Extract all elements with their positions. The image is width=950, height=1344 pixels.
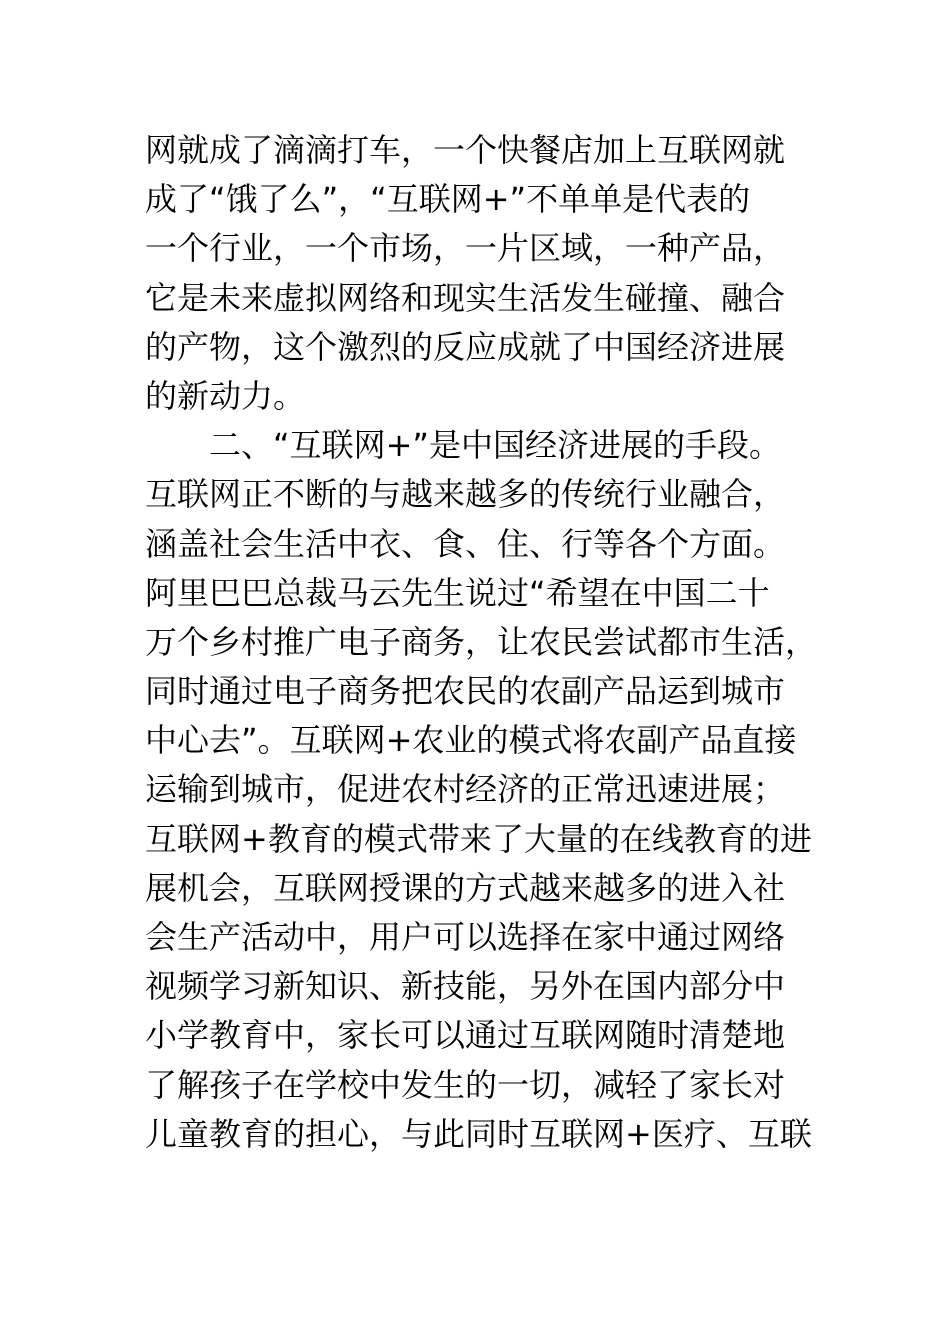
text-line-9: 涵盖社会生活中衣、食、住、行等各个方面。 <box>145 524 786 563</box>
text-line-21: 儿童教育的担心，与此同时互联网+医疗、互联 <box>145 1114 812 1153</box>
text-line-16: 展机会，互联网授课的方式越来越多的进入社 <box>145 868 786 907</box>
text-line-2: 成了“饿了么”，“互联网+”不单单是代表的 <box>145 180 751 219</box>
text-line-15: 互联网+教育的模式带来了大量的在线教育的进 <box>145 819 812 858</box>
text-line-18: 视频学习新知识、新技能，另外在国内部分中 <box>145 967 786 1006</box>
text-line-6: 的新动力。 <box>145 376 306 415</box>
text-line-4: 它是未来虚拟网络和现实生活发生碰撞、融合 <box>145 278 786 317</box>
text-line-11: 万个乡村推广电子商务，让农民尝试都市生活， <box>145 622 818 661</box>
text-line-17: 会生产活动中，用户可以选择在家中通过网络 <box>145 918 786 956</box>
text-line-1: 网就成了滴滴打车，一个快餐店加上互联网就 <box>145 131 786 169</box>
text-line-8: 互联网正不断的与越来越多的传统行业融合， <box>145 475 786 514</box>
text-line-5: 的产物，这个激烈的反应成就了中国经济进展 <box>145 327 786 366</box>
text-line-14: 运输到城市，促进农村经济的正常迅速进展； <box>145 770 786 809</box>
text-line-3: 一个行业，一个市场，一片区域，一种产品， <box>145 229 786 268</box>
text-line-12: 同时通过电子商务把农民的农副产品运到城市 <box>145 672 786 711</box>
text-line-20: 了解孩子在学校中发生的一切，减轻了家长对 <box>145 1065 786 1104</box>
text-line-19: 小学教育中，家长可以通过互联网随时清楚地 <box>145 1016 786 1055</box>
text-line-13: 中心去”。互联网+农业的模式将农副产品直接 <box>145 721 797 760</box>
section-heading-line: 二、“互联网+”是中国经济进展的手段。 <box>145 426 781 465</box>
text-line-10: 阿里巴巴总裁马云先生说过“希望在中国二十 <box>145 573 770 612</box>
body-text <box>145 126 825 1159</box>
